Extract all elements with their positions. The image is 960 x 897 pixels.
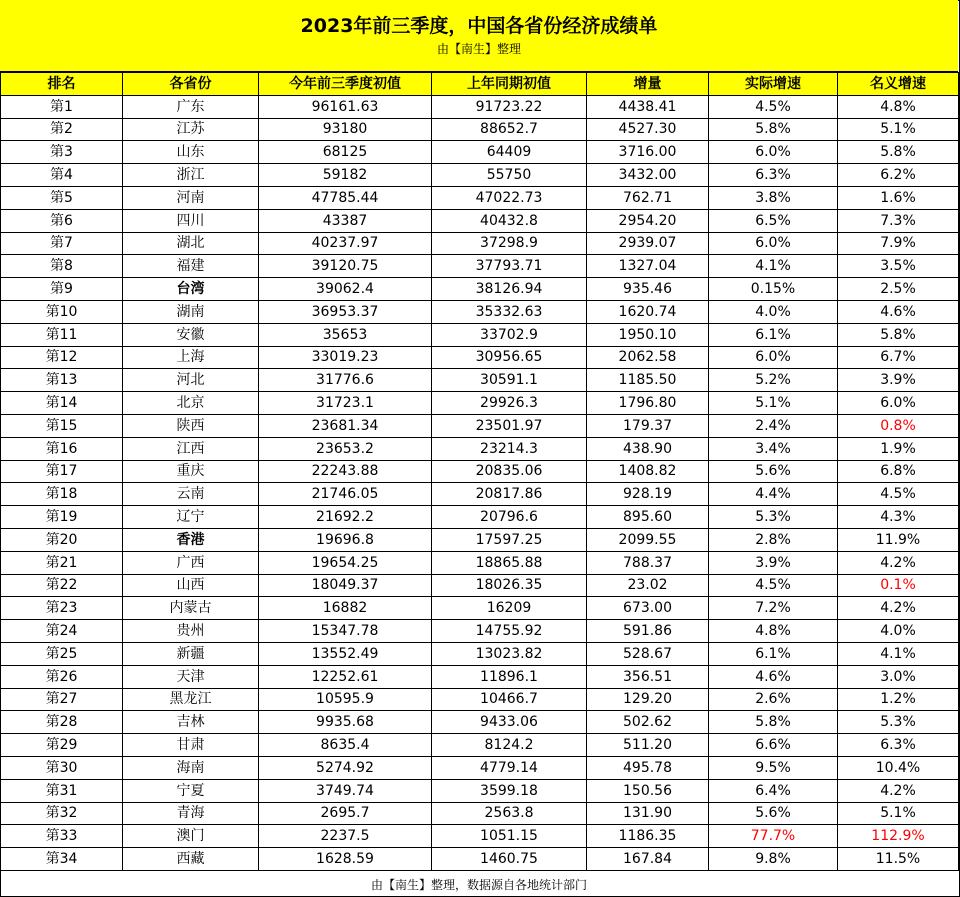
current-value-cell: 10595.9	[259, 688, 432, 711]
real-growth-cell: 2.4%	[709, 414, 838, 437]
real-growth-cell: 3.4%	[709, 437, 838, 460]
increment-cell: 167.84	[587, 848, 709, 871]
real-growth-cell: 2.6%	[709, 688, 838, 711]
real-growth-cell: 7.2%	[709, 597, 838, 620]
increment-cell: 502.62	[587, 711, 709, 734]
nominal-growth-cell: 2.5%	[838, 278, 959, 301]
real-growth-cell: 6.5%	[709, 209, 838, 232]
nominal-growth-cell: 3.0%	[838, 665, 959, 688]
province-cell: 广西	[123, 551, 259, 574]
province-cell: 浙江	[123, 164, 259, 187]
real-growth-cell: 77.7%	[709, 825, 838, 848]
increment-cell: 438.90	[587, 437, 709, 460]
current-value-cell: 31723.1	[259, 392, 432, 415]
rank-cell: 第14	[1, 392, 123, 415]
table-row	[1, 346, 959, 369]
previous-value-cell: 18026.35	[432, 574, 587, 597]
rank-cell: 第1	[1, 95, 123, 118]
province-cell: 贵州	[123, 620, 259, 643]
real-growth-cell: 9.8%	[709, 848, 838, 871]
table-row	[1, 300, 959, 323]
province-cell: 甘肃	[123, 734, 259, 757]
province-cell: 宁夏	[123, 779, 259, 802]
nominal-growth-cell: 1.6%	[838, 186, 959, 209]
rank-cell: 第2	[1, 118, 123, 141]
rank-cell: 第3	[1, 141, 123, 164]
province-cell: 四川	[123, 209, 259, 232]
current-value-cell: 12252.61	[259, 665, 432, 688]
table-row	[1, 528, 959, 551]
increment-cell: 762.71	[587, 186, 709, 209]
current-value-cell: 9935.68	[259, 711, 432, 734]
real-growth-cell: 9.5%	[709, 756, 838, 779]
nominal-growth-cell: 1.9%	[838, 437, 959, 460]
rank-cell: 第15	[1, 414, 123, 437]
previous-value-cell: 55750	[432, 164, 587, 187]
rank-cell: 第31	[1, 779, 123, 802]
increment-cell: 511.20	[587, 734, 709, 757]
table-row	[1, 232, 959, 255]
current-value-cell: 59182	[259, 164, 432, 187]
real-growth-cell: 5.3%	[709, 506, 838, 529]
real-growth-cell: 2.8%	[709, 528, 838, 551]
rank-cell: 第29	[1, 734, 123, 757]
table-row	[1, 551, 959, 574]
table-row	[1, 209, 959, 232]
increment-cell: 3432.00	[587, 164, 709, 187]
real-growth-cell: 5.6%	[709, 802, 838, 825]
table-row	[1, 802, 959, 825]
nominal-growth-cell: 5.1%	[838, 118, 959, 141]
current-value-cell: 39120.75	[259, 255, 432, 278]
table-row	[1, 711, 959, 734]
table-row	[1, 414, 959, 437]
header-row	[1, 73, 959, 96]
current-value-cell: 18049.37	[259, 574, 432, 597]
current-value-cell: 3749.74	[259, 779, 432, 802]
previous-value-cell: 91723.22	[432, 95, 587, 118]
table-row	[1, 164, 959, 187]
previous-value-cell: 38126.94	[432, 278, 587, 301]
nominal-growth-cell: 5.3%	[838, 711, 959, 734]
table-row	[1, 642, 959, 665]
real-growth-cell: 5.2%	[709, 369, 838, 392]
province-cell: 福建	[123, 255, 259, 278]
table-row	[1, 392, 959, 415]
increment-cell: 1408.82	[587, 460, 709, 483]
rank-cell: 第21	[1, 551, 123, 574]
previous-value-cell: 33702.9	[432, 323, 587, 346]
page-subtitle: 由【南生】整理	[436, 42, 521, 56]
previous-value-cell: 37793.71	[432, 255, 587, 278]
real-growth-cell: 5.6%	[709, 460, 838, 483]
rank-cell: 第24	[1, 620, 123, 643]
rank-cell: 第17	[1, 460, 123, 483]
province-cell: 台湾	[123, 278, 259, 301]
increment-cell: 1950.10	[587, 323, 709, 346]
previous-value-cell: 35332.63	[432, 300, 587, 323]
province-cell: 山东	[123, 141, 259, 164]
increment-cell: 4438.41	[587, 95, 709, 118]
table-row	[1, 483, 959, 506]
province-cell: 广东	[123, 95, 259, 118]
previous-value-cell: 10466.7	[432, 688, 587, 711]
header-rank: 排名	[1, 73, 123, 96]
increment-cell: 3716.00	[587, 141, 709, 164]
rank-cell: 第28	[1, 711, 123, 734]
current-value-cell: 93180	[259, 118, 432, 141]
previous-value-cell: 29926.3	[432, 392, 587, 415]
nominal-growth-cell: 6.7%	[838, 346, 959, 369]
current-value-cell: 8635.4	[259, 734, 432, 757]
previous-value-cell: 4779.14	[432, 756, 587, 779]
increment-cell: 928.19	[587, 483, 709, 506]
province-cell: 河北	[123, 369, 259, 392]
previous-value-cell: 2563.8	[432, 802, 587, 825]
increment-cell: 129.20	[587, 688, 709, 711]
nominal-growth-cell: 4.3%	[838, 506, 959, 529]
footer-note: 由【南生】整理，数据源自各地统计部门	[370, 878, 587, 892]
real-growth-cell: 6.1%	[709, 323, 838, 346]
current-value-cell: 43387	[259, 209, 432, 232]
previous-value-cell: 64409	[432, 141, 587, 164]
current-value-cell: 5274.92	[259, 756, 432, 779]
header-increment: 增量	[587, 73, 709, 96]
header-current-value: 今年前三季度初值	[259, 73, 432, 96]
increment-cell: 1327.04	[587, 255, 709, 278]
province-cell: 江西	[123, 437, 259, 460]
current-value-cell: 2237.5	[259, 825, 432, 848]
nominal-growth-cell: 4.2%	[838, 779, 959, 802]
province-cell: 重庆	[123, 460, 259, 483]
increment-cell: 1186.35	[587, 825, 709, 848]
rank-cell: 第12	[1, 346, 123, 369]
real-growth-cell: 4.0%	[709, 300, 838, 323]
rank-cell: 第9	[1, 278, 123, 301]
header-real-growth: 实际增速	[709, 73, 838, 96]
nominal-growth-cell: 6.0%	[838, 392, 959, 415]
real-growth-cell: 3.9%	[709, 551, 838, 574]
previous-value-cell: 30591.1	[432, 369, 587, 392]
table-row	[1, 141, 959, 164]
table-row	[1, 620, 959, 643]
rank-cell: 第34	[1, 848, 123, 871]
rank-cell: 第10	[1, 300, 123, 323]
previous-value-cell: 11896.1	[432, 665, 587, 688]
province-cell: 新疆	[123, 642, 259, 665]
current-value-cell: 21746.05	[259, 483, 432, 506]
nominal-growth-cell: 1.2%	[838, 688, 959, 711]
real-growth-cell: 4.4%	[709, 483, 838, 506]
previous-value-cell: 20817.86	[432, 483, 587, 506]
nominal-growth-cell: 4.8%	[838, 95, 959, 118]
nominal-growth-cell: 5.1%	[838, 802, 959, 825]
previous-value-cell: 88652.7	[432, 118, 587, 141]
previous-value-cell: 30956.65	[432, 346, 587, 369]
increment-cell: 2954.20	[587, 209, 709, 232]
increment-cell: 673.00	[587, 597, 709, 620]
rank-cell: 第7	[1, 232, 123, 255]
table-row	[1, 437, 959, 460]
rank-cell: 第19	[1, 506, 123, 529]
province-cell: 天津	[123, 665, 259, 688]
increment-cell: 895.60	[587, 506, 709, 529]
province-cell: 江苏	[123, 118, 259, 141]
increment-cell: 179.37	[587, 414, 709, 437]
real-growth-cell: 6.0%	[709, 346, 838, 369]
increment-cell: 23.02	[587, 574, 709, 597]
province-cell: 吉林	[123, 711, 259, 734]
nominal-growth-cell: 6.8%	[838, 460, 959, 483]
current-value-cell: 19654.25	[259, 551, 432, 574]
real-growth-cell: 3.8%	[709, 186, 838, 209]
province-cell: 黑龙江	[123, 688, 259, 711]
nominal-growth-cell: 11.9%	[838, 528, 959, 551]
real-growth-cell: 0.15%	[709, 278, 838, 301]
nominal-growth-cell: 11.5%	[838, 848, 959, 871]
nominal-growth-cell: 10.4%	[838, 756, 959, 779]
current-value-cell: 2695.7	[259, 802, 432, 825]
real-growth-cell: 4.5%	[709, 95, 838, 118]
table-row	[1, 756, 959, 779]
previous-value-cell: 23214.3	[432, 437, 587, 460]
increment-cell: 1620.74	[587, 300, 709, 323]
province-cell: 上海	[123, 346, 259, 369]
current-value-cell: 19696.8	[259, 528, 432, 551]
previous-value-cell: 18865.88	[432, 551, 587, 574]
gdp-table	[0, 72, 959, 871]
nominal-growth-cell: 4.2%	[838, 551, 959, 574]
previous-value-cell: 8124.2	[432, 734, 587, 757]
increment-cell: 1796.80	[587, 392, 709, 415]
increment-cell: 2939.07	[587, 232, 709, 255]
previous-value-cell: 16209	[432, 597, 587, 620]
rank-cell: 第25	[1, 642, 123, 665]
rank-cell: 第13	[1, 369, 123, 392]
real-growth-cell: 6.0%	[709, 232, 838, 255]
rank-cell: 第22	[1, 574, 123, 597]
province-cell: 西藏	[123, 848, 259, 871]
rank-cell: 第27	[1, 688, 123, 711]
real-growth-cell: 6.6%	[709, 734, 838, 757]
nominal-growth-cell: 5.8%	[838, 323, 959, 346]
current-value-cell: 15347.78	[259, 620, 432, 643]
real-growth-cell: 6.3%	[709, 164, 838, 187]
real-growth-cell: 5.8%	[709, 711, 838, 734]
rank-cell: 第16	[1, 437, 123, 460]
real-growth-cell: 4.5%	[709, 574, 838, 597]
previous-value-cell: 20796.6	[432, 506, 587, 529]
real-growth-cell: 4.6%	[709, 665, 838, 688]
increment-cell: 150.56	[587, 779, 709, 802]
increment-cell: 2062.58	[587, 346, 709, 369]
previous-value-cell: 13023.82	[432, 642, 587, 665]
table-row	[1, 323, 959, 346]
nominal-growth-cell: 5.8%	[838, 141, 959, 164]
province-cell: 澳门	[123, 825, 259, 848]
nominal-growth-cell: 4.5%	[838, 483, 959, 506]
previous-value-cell: 14755.92	[432, 620, 587, 643]
nominal-growth-cell: 6.2%	[838, 164, 959, 187]
real-growth-cell: 6.1%	[709, 642, 838, 665]
rank-cell: 第11	[1, 323, 123, 346]
nominal-growth-cell: 3.9%	[838, 369, 959, 392]
nominal-growth-cell: 4.2%	[838, 597, 959, 620]
increment-cell: 528.67	[587, 642, 709, 665]
previous-value-cell: 1460.75	[432, 848, 587, 871]
current-value-cell: 16882	[259, 597, 432, 620]
nominal-growth-cell: 112.9%	[838, 825, 959, 848]
previous-value-cell: 40432.8	[432, 209, 587, 232]
rank-cell: 第32	[1, 802, 123, 825]
rank-cell: 第23	[1, 597, 123, 620]
province-cell: 北京	[123, 392, 259, 415]
table-row	[1, 688, 959, 711]
table-row	[1, 665, 959, 688]
previous-value-cell: 9433.06	[432, 711, 587, 734]
province-cell: 湖北	[123, 232, 259, 255]
current-value-cell: 68125	[259, 141, 432, 164]
previous-value-cell: 17597.25	[432, 528, 587, 551]
province-cell: 陕西	[123, 414, 259, 437]
table-row	[1, 255, 959, 278]
rank-cell: 第4	[1, 164, 123, 187]
rank-cell: 第5	[1, 186, 123, 209]
nominal-growth-cell: 4.6%	[838, 300, 959, 323]
table-row	[1, 506, 959, 529]
table-row	[1, 278, 959, 301]
current-value-cell: 40237.97	[259, 232, 432, 255]
province-cell: 内蒙古	[123, 597, 259, 620]
real-growth-cell: 5.1%	[709, 392, 838, 415]
rank-cell: 第26	[1, 665, 123, 688]
table-row	[1, 597, 959, 620]
province-cell: 辽宁	[123, 506, 259, 529]
table-row	[1, 186, 959, 209]
previous-value-cell: 20835.06	[432, 460, 587, 483]
table-row	[1, 825, 959, 848]
current-value-cell: 13552.49	[259, 642, 432, 665]
header-previous-value: 上年同期初值	[432, 73, 587, 96]
previous-value-cell: 37298.9	[432, 232, 587, 255]
nominal-growth-cell: 0.1%	[838, 574, 959, 597]
table-row	[1, 460, 959, 483]
real-growth-cell: 5.8%	[709, 118, 838, 141]
table-row	[1, 779, 959, 802]
current-value-cell: 36953.37	[259, 300, 432, 323]
province-cell: 山西	[123, 574, 259, 597]
province-cell: 云南	[123, 483, 259, 506]
table-row	[1, 95, 959, 118]
rank-cell: 第8	[1, 255, 123, 278]
rank-cell: 第6	[1, 209, 123, 232]
increment-cell: 591.86	[587, 620, 709, 643]
increment-cell: 495.78	[587, 756, 709, 779]
nominal-growth-cell: 6.3%	[838, 734, 959, 757]
nominal-growth-cell: 4.0%	[838, 620, 959, 643]
table-row	[1, 848, 959, 871]
table-row	[1, 369, 959, 392]
rank-cell: 第30	[1, 756, 123, 779]
nominal-growth-cell: 7.3%	[838, 209, 959, 232]
current-value-cell: 47785.44	[259, 186, 432, 209]
province-cell: 香港	[123, 528, 259, 551]
current-value-cell: 22243.88	[259, 460, 432, 483]
page-title: 2023年前三季度，中国各省份经济成绩单	[300, 15, 658, 37]
increment-cell: 935.46	[587, 278, 709, 301]
previous-value-cell: 23501.97	[432, 414, 587, 437]
current-value-cell: 96161.63	[259, 95, 432, 118]
current-value-cell: 33019.23	[259, 346, 432, 369]
increment-cell: 1185.50	[587, 369, 709, 392]
current-value-cell: 39062.4	[259, 278, 432, 301]
rank-cell: 第20	[1, 528, 123, 551]
real-growth-cell: 4.1%	[709, 255, 838, 278]
province-cell: 河南	[123, 186, 259, 209]
header-province: 各省份	[123, 73, 259, 96]
table-row	[1, 118, 959, 141]
current-value-cell: 35653	[259, 323, 432, 346]
title-band	[0, 0, 958, 72]
rank-cell: 第33	[1, 825, 123, 848]
real-growth-cell: 6.0%	[709, 141, 838, 164]
current-value-cell: 1628.59	[259, 848, 432, 871]
real-growth-cell: 4.8%	[709, 620, 838, 643]
rank-cell: 第18	[1, 483, 123, 506]
increment-cell: 131.90	[587, 802, 709, 825]
current-value-cell: 23681.34	[259, 414, 432, 437]
table-row	[1, 574, 959, 597]
increment-cell: 2099.55	[587, 528, 709, 551]
previous-value-cell: 3599.18	[432, 779, 587, 802]
nominal-growth-cell: 0.8%	[838, 414, 959, 437]
province-cell: 安徽	[123, 323, 259, 346]
previous-value-cell: 1051.15	[432, 825, 587, 848]
nominal-growth-cell: 7.9%	[838, 232, 959, 255]
current-value-cell: 21692.2	[259, 506, 432, 529]
current-value-cell: 31776.6	[259, 369, 432, 392]
current-value-cell: 23653.2	[259, 437, 432, 460]
increment-cell: 4527.30	[587, 118, 709, 141]
increment-cell: 356.51	[587, 665, 709, 688]
province-cell: 湖南	[123, 300, 259, 323]
header-nominal-growth: 名义增速	[838, 73, 959, 96]
nominal-growth-cell: 4.1%	[838, 642, 959, 665]
table-body	[1, 95, 959, 870]
real-growth-cell: 6.4%	[709, 779, 838, 802]
province-cell: 青海	[123, 802, 259, 825]
nominal-growth-cell: 3.5%	[838, 255, 959, 278]
province-cell: 海南	[123, 756, 259, 779]
table-row	[1, 734, 959, 757]
previous-value-cell: 47022.73	[432, 186, 587, 209]
increment-cell: 788.37	[587, 551, 709, 574]
